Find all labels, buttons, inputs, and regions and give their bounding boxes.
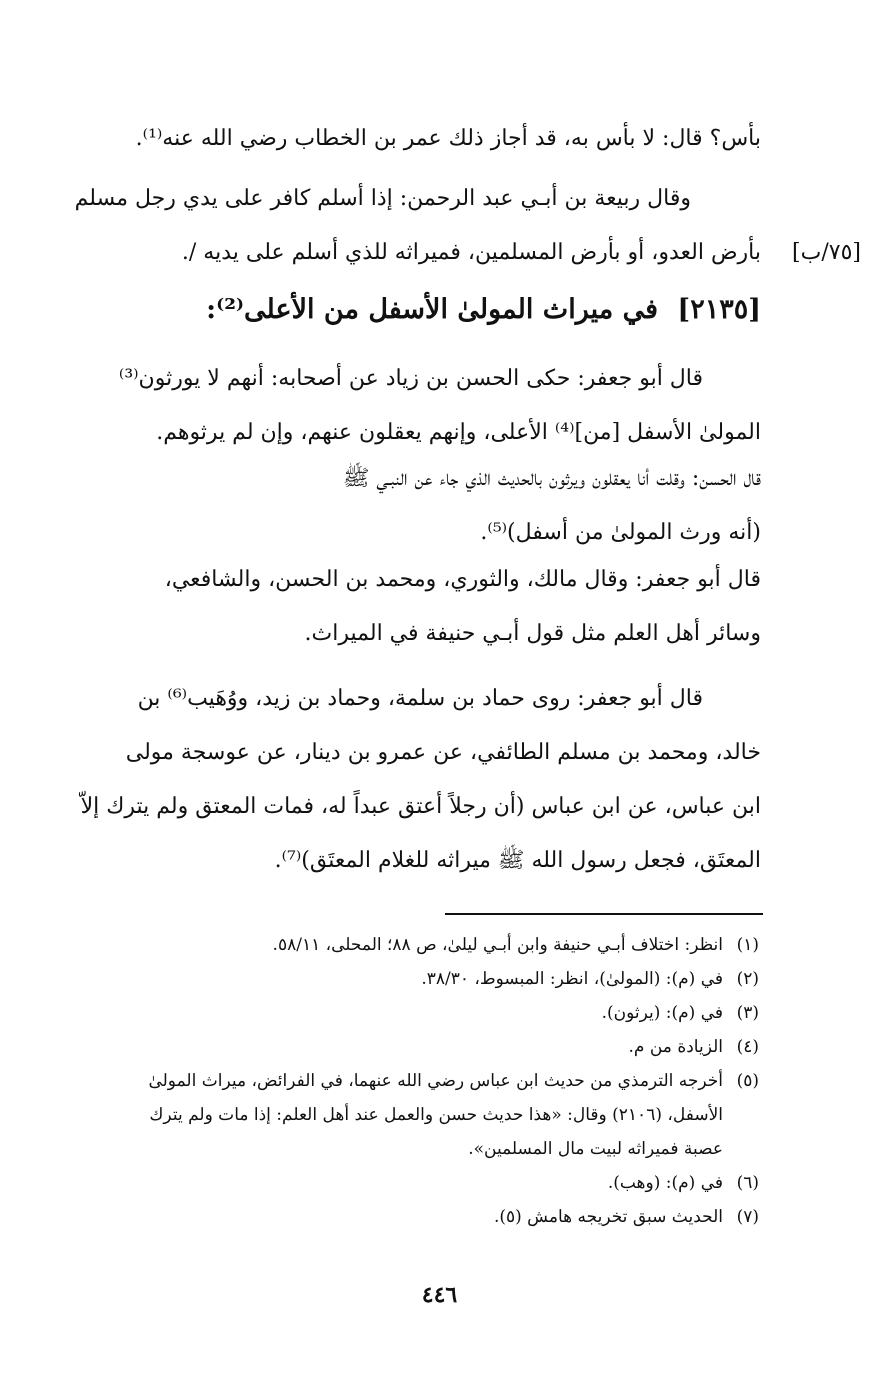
footnote-line: الأسفل، (٢١٠٦) وقال: «هذا حديث حسن والعمل عند أهل العلم: إذا مات ولم يترك [149,1105,723,1125]
footnote-separator [445,913,763,915]
section-title: في ميراث المولىٰ الأسفل من الأعلى⁽²⁾: [206,294,659,325]
footnote-number: (٧) [736,1207,759,1227]
footnote [19,1200,759,1234]
footnote-number: (٢) [736,969,759,989]
text-line: بأس؟ قال: لا بأس به، قد أجاز ذلك عمر بن الخطاب رضي الله عنه⁽¹⁾. [135,126,761,151]
paragraph-4 [19,672,761,888]
footnote-number: (٤) [736,1037,759,1057]
paragraph-1 [19,352,761,460]
footnote [19,962,759,996]
footnote-number: (١) [736,935,759,955]
footnote [19,1030,759,1064]
footnote-number: (٦) [736,1173,759,1193]
footnote-line: عصبة فميراثه لبيت مال المسلمين». [468,1139,723,1159]
footnote-text: في (م): (وهب). [607,1173,723,1193]
text-line: قال أبو جعفر: حكى الحسن بن زياد عن أصحابه: أنهم لا يورثون⁽³⁾ [118,366,703,391]
manuscript-folio-marker: [٧٥/ب] [792,240,861,265]
footnote [19,1166,759,1200]
text-line: قال أبو جعفر: روى حماد بن سلمة، وحماد بن زيد، ووُهَيب⁽⁶⁾ بن [137,686,703,711]
text-line: المولىٰ الأسفل [من]⁽⁴⁾ الأعلى، وإنهم يعقلون عنهم، وإن لم يرثوهم. [156,420,761,445]
footnote-line: أخرجه الترمذي من حديث ابن عباس رضي الله عنهما، في الفرائض، ميراث المولىٰ [148,1071,723,1091]
section-number: [٢١٣٥] [677,294,761,325]
footnote [19,996,759,1030]
footnote [19,928,759,962]
footnote-number: (٥) [736,1071,759,1091]
footnote-text: في (م): (المولىٰ)، انظر: المبسوط، ٣٨/٣٠. [421,969,723,989]
text-line: المعتَق، فجعل رسول الله ﷺ ميراثه للغلام المعتَق)⁽⁷⁾. [274,848,761,873]
footnote-text: انظر: اختلاف أبـي حنيفة وابن أبـي ليلىٰ، ص ٨٨؛ المحلى، ٥٨/١١. [272,935,723,955]
paragraph-2 [19,452,761,560]
rabiah-paragraph [19,172,761,280]
text-line: قال أبو جعفر: وقال مالك، والثوري، ومحمد بن الحسن، والشافعي، [164,567,761,592]
page-number: ٤٤٦ [421,1282,458,1308]
text-line: وسائر أهل العلم مثل قول أبـي حنيفة في الميراث. [304,621,761,646]
footnotes [19,928,759,1234]
text-line: ابن عباس، عن ابن عباس (أن رجلاً أعتق عبداً له، فمات المعتق ولم يترك إلاّ [80,794,761,819]
footnote-text: الحديث سبق تخريجه هامش (٥). [493,1207,723,1227]
text-line: قال الحسن: وقلت أنا يعقلون ويرثون بالحديث الذي جاء عن النبـي ﷺ [342,466,761,491]
text-line: (أنه ورث المولىٰ من أسفل)⁽⁵⁾. [480,520,761,545]
footnote-text [19,1064,723,1166]
text-line: وقال ربيعة بن أبـي عبد الرحمن: إذا أسلم كافر على يدي رجل مسلم [74,186,691,211]
text-line: بأرض العدو، أو بأرض المسلمين، فميراثه للذي أسلم على يديه /. [181,240,761,265]
section-heading [206,294,761,325]
footnote-text: الزيادة من م. [628,1037,723,1057]
paragraph-3 [19,553,761,661]
opening-line [136,112,761,166]
text-line: خالد، ومحمد بن مسلم الطائفي، عن عمرو بن دينار، عن عوسجة مولى [125,740,761,765]
footnote-number: (٣) [736,1003,759,1023]
footnote-text: في (م): (يرثون). [601,1003,723,1023]
footnote [19,1064,759,1166]
